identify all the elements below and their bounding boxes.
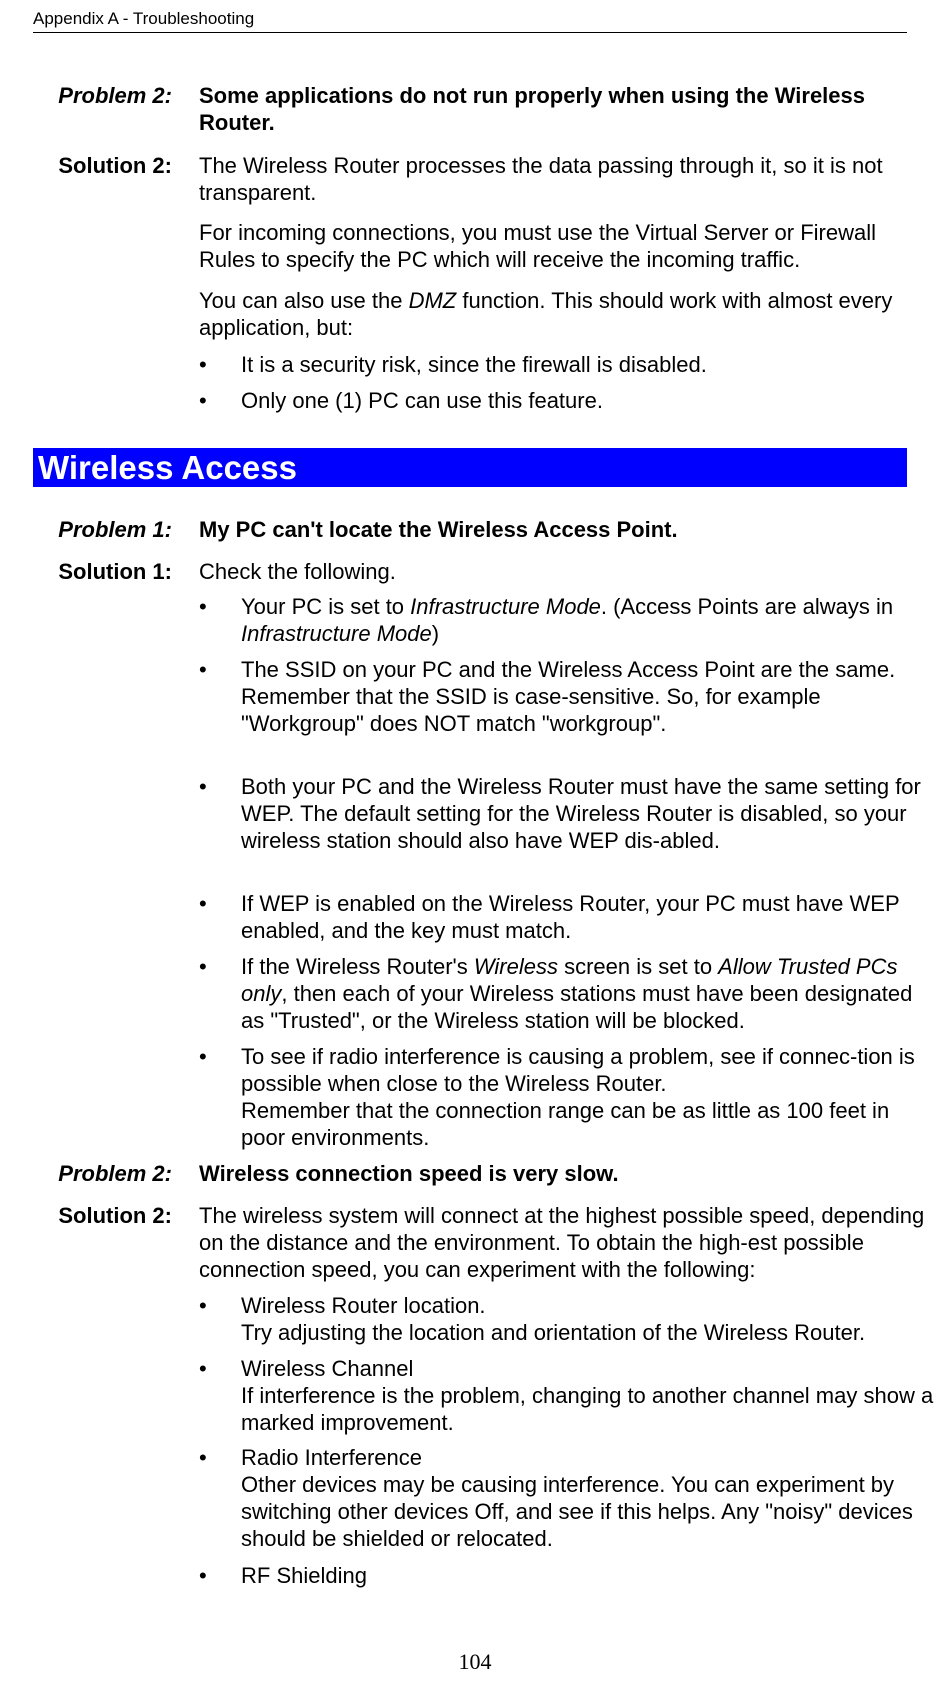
problem-label: Problem 1: bbox=[58, 517, 172, 542]
list-item-title: RF Shielding bbox=[241, 1563, 367, 1588]
list-item bbox=[241, 953, 934, 1034]
bullet-icon: • bbox=[199, 352, 207, 377]
bullet-icon: • bbox=[199, 1563, 207, 1588]
bullet-icon: • bbox=[199, 1445, 207, 1470]
bullet-icon: • bbox=[199, 1293, 207, 1318]
list-item-line: To see if radio interference is causing a problem, see if connec-tion is possible when close to the Wireless Router. bbox=[241, 1044, 915, 1096]
list-item-desc: Try adjusting the location and orientation of the Wireless Router. bbox=[241, 1320, 866, 1345]
list-item-line: Remember that the SSID is case-sensitive. So, for example "Workgroup" does NOT match "workgroup". bbox=[241, 684, 821, 736]
list-item bbox=[241, 1562, 934, 1589]
list-item bbox=[241, 1043, 934, 1151]
list-item: It is a security risk, since the firewall is disabled. bbox=[241, 352, 707, 377]
solution-intro: Check the following. bbox=[199, 559, 396, 584]
problem-label: Problem 2: bbox=[58, 1161, 172, 1186]
list-item-line: Remember that the connection range can be as little as 100 feet in poor environments. bbox=[241, 1098, 890, 1150]
solution-label: Solution 2: bbox=[58, 153, 172, 178]
list-item-desc: If interference is the problem, changing to another channel may show a marked improvement. bbox=[241, 1383, 934, 1435]
bullet-icon: • bbox=[199, 891, 207, 916]
list-item bbox=[241, 656, 934, 737]
text-span: , then each of your Wireless stations must have been designated as "Trusted", or the Wireless station will be blocked. bbox=[241, 981, 913, 1033]
text-em: Infrastructure Mode bbox=[241, 621, 432, 646]
dmz-term: DMZ bbox=[408, 288, 457, 313]
solution-label: Solution 1: bbox=[58, 559, 172, 584]
problem-text: Some applications do not run properly when using the Wireless Router. bbox=[199, 83, 866, 135]
list-item-desc: Other devices may be causing interference. You can experiment by switching other devices Off, and see if this helps. Any "noisy" devices should be shielded or relocated. bbox=[241, 1472, 913, 1551]
list-item: If WEP is enabled on the Wireless Router, your PC must have WEP enabled, and the key must match. bbox=[241, 891, 900, 943]
solution-intro: The wireless system will connect at the highest possible speed, depending on the distance and the environment. To obtain the high-est possible connection speed, you can experiment with the following: bbox=[199, 1203, 925, 1282]
text-span: If the Wireless Router's bbox=[241, 954, 474, 979]
solution-label: Solution 2: bbox=[58, 1203, 172, 1228]
list-item bbox=[241, 1292, 934, 1346]
page-header: Appendix A - Troubleshooting bbox=[33, 8, 907, 33]
bullet-icon: • bbox=[199, 774, 207, 799]
text-span: You can also use the bbox=[199, 288, 409, 313]
list-item-title: Radio Interference bbox=[241, 1445, 422, 1470]
list-item: Only one (1) PC can use this feature. bbox=[241, 388, 603, 413]
list-item bbox=[241, 1355, 934, 1436]
list-item bbox=[241, 593, 934, 647]
problem-text: My PC can't locate the Wireless Access Point. bbox=[199, 517, 678, 542]
text-span: screen is set to bbox=[557, 954, 719, 979]
list-item: Both your PC and the Wireless Router must have the same setting for WEP. The default setting for the Wireless Router is disabled, so your wireless station should also have WEP dis-abled. bbox=[241, 774, 921, 853]
text-span: ) bbox=[431, 621, 440, 646]
text-em: Wireless bbox=[473, 954, 558, 979]
list-item-title: Wireless Channel bbox=[241, 1356, 414, 1381]
text-em: Infrastructure Mode bbox=[410, 594, 601, 619]
bullet-icon: • bbox=[199, 388, 207, 413]
section-title: Wireless Access bbox=[38, 449, 297, 486]
solution-paragraph: For incoming connections, you must use the Virtual Server or Firewall Rules to specify the PC which will receive the incoming traffic. bbox=[199, 220, 876, 272]
list-item-title: Wireless Router location. bbox=[241, 1293, 486, 1318]
solution-paragraph bbox=[199, 287, 934, 341]
section-header-bar bbox=[33, 448, 907, 487]
list-item bbox=[241, 1444, 934, 1552]
text-span: Your PC is set to bbox=[241, 594, 411, 619]
problem-label: Problem 2: bbox=[58, 83, 172, 108]
text-span: . (Access Points are always in bbox=[600, 594, 894, 619]
problem-text: Wireless connection speed is very slow. bbox=[199, 1161, 619, 1186]
text-span: function. This should work with almost every application, but: bbox=[199, 288, 893, 340]
list-item-line: The SSID on your PC and the Wireless Access Point are the same. bbox=[241, 657, 896, 682]
bullet-icon: • bbox=[199, 594, 207, 619]
bullet-icon: • bbox=[199, 1044, 207, 1069]
page-number: 104 bbox=[458, 1649, 492, 1674]
text-em: Allow Trusted PCs only bbox=[241, 954, 898, 1006]
bullet-icon: • bbox=[199, 954, 207, 979]
solution-paragraph: The Wireless Router processes the data passing through it, so it is not transparent. bbox=[199, 153, 883, 205]
bullet-icon: • bbox=[199, 657, 207, 682]
bullet-icon: • bbox=[199, 1356, 207, 1381]
